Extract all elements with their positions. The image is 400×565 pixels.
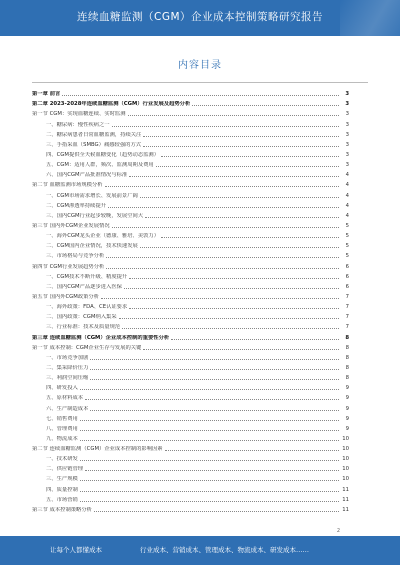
toc-entry[interactable] xyxy=(32,270,349,280)
toc-entry-page: 3 xyxy=(345,141,349,148)
toc-entry[interactable] xyxy=(32,381,349,391)
toc-leader-dots xyxy=(85,395,339,400)
page-number: 2 xyxy=(336,528,340,534)
toc-entry-page: 10 xyxy=(342,446,349,453)
toc-entry-label: 三、手指采血（SMBG）痛感较强的方式 xyxy=(46,141,142,148)
toc-entry[interactable] xyxy=(32,412,349,422)
toc-entry-label: 第四节 CGM行业发展趋势分析 xyxy=(32,263,105,270)
toc-entry-label: 二、供应链管理 xyxy=(46,466,84,473)
toc-entry[interactable] xyxy=(32,300,349,310)
toc-entry-page: 4 xyxy=(345,212,349,219)
toc-entry[interactable] xyxy=(32,330,349,340)
toc-leader-dots xyxy=(90,355,339,360)
toc-entry-label: 三、利润空间压缩 xyxy=(46,375,89,382)
toc-entry-page: 5 xyxy=(345,243,349,250)
toc-entry-page: 4 xyxy=(345,182,349,189)
toc-leader-dots xyxy=(108,203,339,208)
toc-entry-label: 二、CGM渗透率持续提升 xyxy=(46,202,107,209)
toc-entry-label: 二、CGM国内企业情况，技术快速发展 xyxy=(46,243,138,250)
toc-entry[interactable] xyxy=(32,482,349,492)
toc-divider xyxy=(32,82,368,83)
toc-entry-page: 10 xyxy=(342,456,349,463)
toc-entry-page: 6 xyxy=(345,273,349,280)
toc-entry[interactable] xyxy=(32,351,349,361)
toc-title: 内容目录 xyxy=(178,60,222,71)
toc-entry-page: 8 xyxy=(345,354,349,361)
toc-entry-label: 二、国内政策：CGM纳入集采 xyxy=(46,314,117,321)
toc-entry[interactable] xyxy=(32,371,349,381)
toc-entry[interactable] xyxy=(32,249,349,259)
toc-entry[interactable] xyxy=(32,452,349,462)
toc-entry[interactable] xyxy=(32,148,349,158)
toc-entry-label: 一、CGM市场需求增长、发展前景广阔 xyxy=(46,192,138,199)
toc-entry-label: 第二节 连续血糖监测（CGM）企业成本控制的影响因素 xyxy=(32,446,163,453)
toc-entry-label: 一、糖尿病：慢性疾病之一 xyxy=(46,121,110,128)
toc-entry-page: 5 xyxy=(345,222,349,229)
toc-entry-label: 二、国内CGM产品逐步进入医保 xyxy=(46,283,122,290)
toc-leader-dots xyxy=(129,172,339,177)
toc-entry-label: 第三节 国内外CGM企业发展情况 xyxy=(32,222,110,229)
toc-entry-label: 第五节 国内外CGM政策分析 xyxy=(32,293,100,300)
toc-entry-label: 二、糖尿病患者日常血糖监测，持续关注 xyxy=(46,131,142,138)
toc-entry[interactable] xyxy=(32,138,349,148)
toc-entry-label: 第一章 前言 xyxy=(32,91,61,98)
toc-entry-page: 3 xyxy=(345,151,349,158)
toc-entry[interactable] xyxy=(32,209,349,219)
toc-entry[interactable] xyxy=(32,361,349,371)
toc-leader-dots xyxy=(161,233,339,238)
toc-entry-page: 8 xyxy=(345,334,349,341)
toc-entry[interactable] xyxy=(32,199,349,209)
toc-entry-page: 8 xyxy=(345,375,349,382)
footer-services: 行业成本、营销成本、管理成本、物流成本、研发成本…… xyxy=(140,546,309,554)
page-footer xyxy=(0,536,400,565)
toc-leader-dots xyxy=(112,223,339,228)
toc-entry-page: 3 xyxy=(345,121,349,128)
toc-leader-dots xyxy=(122,324,339,329)
toc-entry[interactable] xyxy=(32,117,349,127)
toc-leader-dots xyxy=(80,497,339,502)
toc-entry-page: 11 xyxy=(342,496,349,503)
toc-entry-label: 六、生产制造成本 xyxy=(46,405,89,412)
toc-leader-dots xyxy=(90,406,339,411)
toc-entry[interactable] xyxy=(32,422,349,432)
toc-leader-dots xyxy=(143,132,339,137)
toc-entry-label: 第二章 2023-2028年连续血糖监测（CGM）行业发展及趋势分析 xyxy=(32,101,191,108)
toc-entry[interactable] xyxy=(32,188,349,198)
toc-leader-dots xyxy=(80,416,339,421)
toc-leader-dots xyxy=(156,162,339,167)
toc-entry-page: 7 xyxy=(345,304,349,311)
toc-entry-page: 3 xyxy=(345,111,349,118)
toc-entry-page: 7 xyxy=(345,324,349,331)
toc-entry-label: 三、生产规模 xyxy=(46,476,78,483)
toc-leader-dots xyxy=(101,294,339,299)
toc-leader-dots xyxy=(90,375,339,380)
toc-entry[interactable] xyxy=(32,158,349,168)
toc-leader-dots xyxy=(161,152,339,157)
toc-entry-page: 9 xyxy=(345,425,349,432)
toc-entry-label: 四、研发投入 xyxy=(46,385,78,392)
toc-leader-dots xyxy=(105,182,339,187)
toc-entry-label: 二、集采降价压力 xyxy=(46,364,89,371)
toc-entry-label: 八、管理费用 xyxy=(46,425,78,432)
toc-entry-label: 九、物流成本 xyxy=(46,435,78,442)
toc-leader-dots xyxy=(80,476,339,481)
toc-entry-label: 第一节 CGM：实现血糖连续、实时监测 xyxy=(32,111,126,118)
toc-entry[interactable] xyxy=(32,219,349,229)
toc-entry[interactable] xyxy=(32,432,349,442)
toc-entry[interactable] xyxy=(32,401,349,411)
toc-leader-dots xyxy=(140,243,339,248)
toc-leader-dots xyxy=(192,101,339,106)
toc-leader-dots xyxy=(112,122,339,127)
toc-entry-page: 9 xyxy=(345,395,349,402)
toc-leader-dots xyxy=(165,446,339,451)
toc-entry[interactable] xyxy=(32,128,349,138)
toc-entry-label: 一、技术研发 xyxy=(46,456,78,463)
table-of-contents xyxy=(32,87,349,513)
toc-entry[interactable] xyxy=(32,442,349,452)
toc-entry-label: 第一节 成本控制：CGM企业生存与发展的关键 xyxy=(32,344,142,351)
toc-leader-dots xyxy=(80,436,339,441)
toc-leader-dots xyxy=(119,314,339,319)
toc-entry[interactable] xyxy=(32,280,349,290)
toc-entry[interactable] xyxy=(32,462,349,472)
toc-entry-page: 10 xyxy=(342,435,349,442)
toc-entry-page: 6 xyxy=(345,283,349,290)
toc-entry[interactable] xyxy=(32,472,349,482)
toc-entry[interactable] xyxy=(32,239,349,249)
toc-entry[interactable] xyxy=(32,341,349,351)
toc-entry[interactable] xyxy=(32,107,349,117)
toc-leader-dots xyxy=(80,426,339,431)
toc-entry-page: 7 xyxy=(345,293,349,300)
toc-entry[interactable] xyxy=(32,168,349,178)
toc-entry-page: 10 xyxy=(342,466,349,473)
toc-entry-label: 五、CGM：适用人群，频次、监测周期及费用 xyxy=(46,162,154,169)
toc-entry-label: 一、海外政策：FDA、CE认证要求 xyxy=(46,304,128,311)
toc-entry-page: 4 xyxy=(345,202,349,209)
toc-entry-label: 第三章 连续血糖监测（CGM）企业成本控制的重要性分析 xyxy=(32,334,170,341)
toc-entry[interactable] xyxy=(32,87,349,97)
toc-entry-page: 8 xyxy=(345,344,349,351)
toc-entry-page: 5 xyxy=(345,233,349,240)
toc-leader-dots xyxy=(90,365,339,370)
toc-entry-label: 五、原材料成本 xyxy=(46,395,84,402)
toc-leader-dots xyxy=(106,264,339,269)
toc-entry[interactable] xyxy=(32,391,349,401)
toc-leader-dots xyxy=(140,193,339,198)
report-title: 连续血糖监测（CGM）企业成本控制策略研究报告 xyxy=(76,11,324,23)
toc-entry-page: 7 xyxy=(345,314,349,321)
toc-entry-label: 一、市场竞争加剧 xyxy=(46,354,89,361)
toc-entry-page: 11 xyxy=(342,506,349,513)
toc-leader-dots xyxy=(171,335,339,340)
toc-entry[interactable] xyxy=(32,493,349,503)
toc-entry-label: 七、销售费用 xyxy=(46,415,78,422)
toc-entry-page: 3 xyxy=(345,91,349,98)
toc-entry-label: 三、市场格局与竞争分析 xyxy=(46,253,105,260)
toc-entry-label: 六、国内CGM产品批准情况与标准 xyxy=(46,172,128,179)
toc-entry-page: 10 xyxy=(342,476,349,483)
toc-entry-page: 11 xyxy=(342,486,349,493)
toc-leader-dots xyxy=(124,284,339,289)
toc-entry-page: 9 xyxy=(345,415,349,422)
toc-entry[interactable] xyxy=(32,503,349,513)
toc-leader-dots xyxy=(80,456,339,461)
toc-entry-page: 9 xyxy=(345,405,349,412)
toc-entry[interactable] xyxy=(32,310,349,320)
toc-leader-dots xyxy=(143,345,339,350)
toc-entry-page: 3 xyxy=(345,131,349,138)
toc-entry[interactable] xyxy=(32,290,349,300)
toc-entry[interactable] xyxy=(32,178,349,188)
toc-entry[interactable] xyxy=(32,97,349,107)
footer-slogan: 让每个人都懂成本 xyxy=(50,546,102,554)
toc-entry-page: 6 xyxy=(345,263,349,270)
toc-entry-label: 第三节 成本控制策略分析 xyxy=(32,506,92,513)
toc-entry-label: 三、国内CGM行业起步较晚，发展空间大 xyxy=(46,212,144,219)
toc-leader-dots xyxy=(129,304,339,309)
toc-entry[interactable] xyxy=(32,320,349,330)
toc-entry-page: 3 xyxy=(345,162,349,169)
toc-entry-page: 3 xyxy=(345,101,349,108)
toc-leader-dots xyxy=(80,487,339,492)
toc-entry-label: 一、CGM技术不断升级、精度提升 xyxy=(46,273,128,280)
toc-entry-page: 5 xyxy=(345,253,349,260)
toc-leader-dots xyxy=(106,253,339,258)
toc-leader-dots xyxy=(129,274,339,279)
toc-leader-dots xyxy=(145,213,339,218)
toc-leader-dots xyxy=(94,507,339,512)
toc-entry-page: 8 xyxy=(345,364,349,371)
toc-leader-dots xyxy=(85,466,339,471)
toc-leader-dots xyxy=(80,385,339,390)
toc-entry[interactable] xyxy=(32,229,349,239)
toc-leader-dots xyxy=(62,91,339,96)
toc-entry[interactable] xyxy=(32,259,349,269)
header-decoration xyxy=(340,0,400,36)
toc-entry-label: 三、行业标准：技术及质量规范 xyxy=(46,324,121,331)
toc-leader-dots xyxy=(143,142,339,147)
toc-entry-label: 五、市场营销 xyxy=(46,496,78,503)
toc-entry-label: 第二节 血糖监测市场规模分析 xyxy=(32,182,103,189)
toc-entry-label: 四、CGM提供全天候血糖变化（趋势动态监测） xyxy=(46,151,160,158)
toc-entry-page: 4 xyxy=(345,172,349,179)
toc-leader-dots xyxy=(128,111,339,116)
toc-entry-label: 四、质量控制 xyxy=(46,486,78,493)
toc-entry-page: 4 xyxy=(345,192,349,199)
toc-entry-label: 一、海外CGM龙头企业（德康、雅培、美敦力） xyxy=(46,233,160,240)
page-header xyxy=(0,0,400,36)
toc-entry-page: 9 xyxy=(345,385,349,392)
